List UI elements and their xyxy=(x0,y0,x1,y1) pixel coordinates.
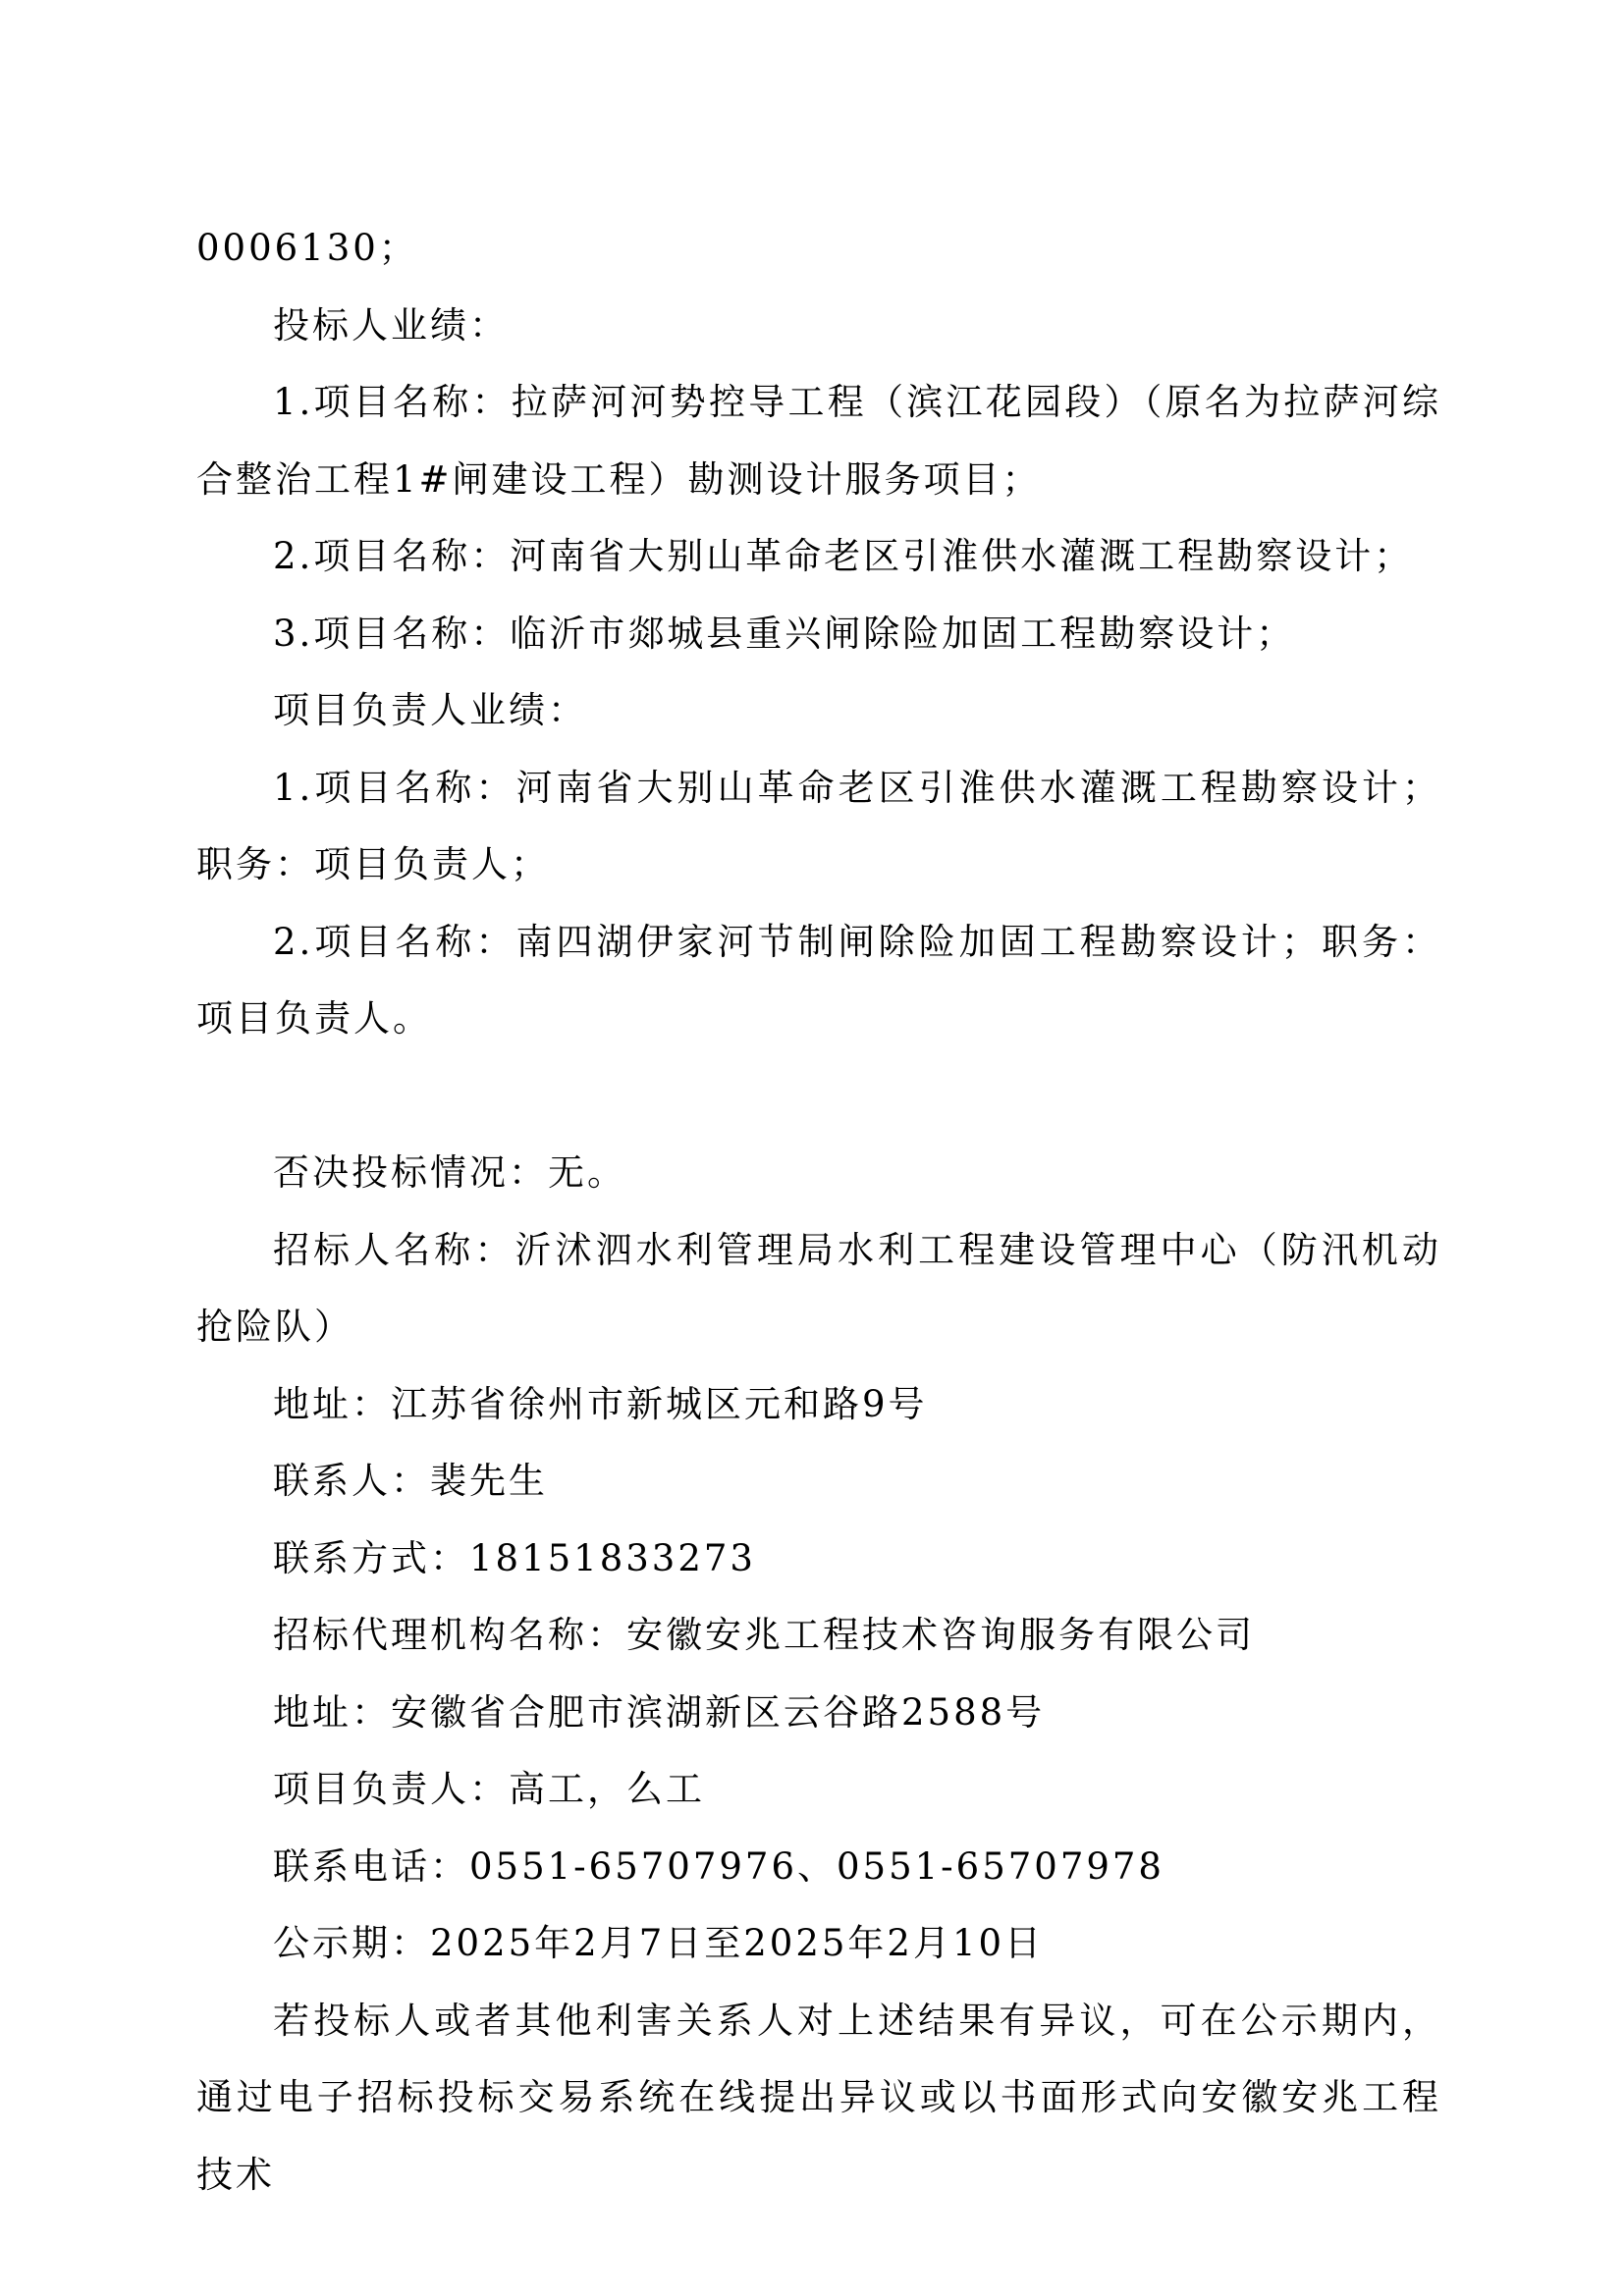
paragraph-agency-project-lead: 项目负责人：高工，么工 xyxy=(273,1768,705,1810)
paragraph-publicity-period: 公示期：2025年2月7日至2025年2月10日 xyxy=(273,1922,1045,1964)
paragraph-bid-id-tail: 0006130； xyxy=(196,227,418,269)
document-body xyxy=(196,210,1441,2214)
paragraph-objection-notice: 若投标人或者其他利害关系人对上述结果有异议，可在公示期内，通过电子招标投标交易系统在线提出异议或以书面形式向安徽安兆工程技术 xyxy=(196,1999,1441,2196)
paragraph-agency-address: 地址：安徽省合肥市滨湖新区云谷路2588号 xyxy=(273,1690,1046,1734)
paragraph-tenderer-phone: 联系方式：18151833273 xyxy=(273,1536,756,1579)
paragraph-rejection-status: 否决投标情况：无。 xyxy=(273,1151,626,1194)
paragraph-agency-phone: 联系电话：0551-65707976、0551-65707978 xyxy=(273,1844,1164,1888)
paragraph-gap xyxy=(196,1058,1441,1136)
paragraph-bidder-project-1: 1.项目名称：拉萨河河势控导工程（滨江花园段）（原名为拉萨河综合整治工程1#闸建设工程）勘测设计服务项目； xyxy=(196,381,1441,501)
paragraph-tenderer-contact: 联系人：裴先生 xyxy=(273,1460,548,1502)
paragraph-agency-name: 招标代理机构名称：安徽安兆工程技术咨询服务有限公司 xyxy=(273,1614,1255,1656)
paragraph-manager-performance-heading: 项目负责人业绩： xyxy=(273,689,587,731)
paragraph-bidder-project-2: 2.项目名称：河南省大别山革命老区引淮供水灌溉工程勘察设计； xyxy=(273,535,1414,577)
paragraph-manager-project-2: 2.项目名称：南四湖伊家河节制闸除险加固工程勘察设计；职务：项目负责人。 xyxy=(196,920,1441,1040)
paragraph-tenderer-address: 地址：江苏省徐州市新城区元和路9号 xyxy=(273,1382,928,1425)
paragraph-manager-project-1: 1.项目名称：河南省大别山革命老区引淮供水灌溉工程勘察设计；职务：项目负责人； xyxy=(196,766,1441,885)
paragraph-tenderer-name: 招标人名称：沂沭泗水利管理局水利工程建设管理中心（防汛机动抢险队） xyxy=(196,1228,1441,1348)
paragraph-bidder-project-3: 3.项目名称：临沂市郯城县重兴闸除险加固工程勘察设计； xyxy=(273,612,1296,655)
paragraph-bidder-performance-heading: 投标人业绩： xyxy=(273,303,509,347)
